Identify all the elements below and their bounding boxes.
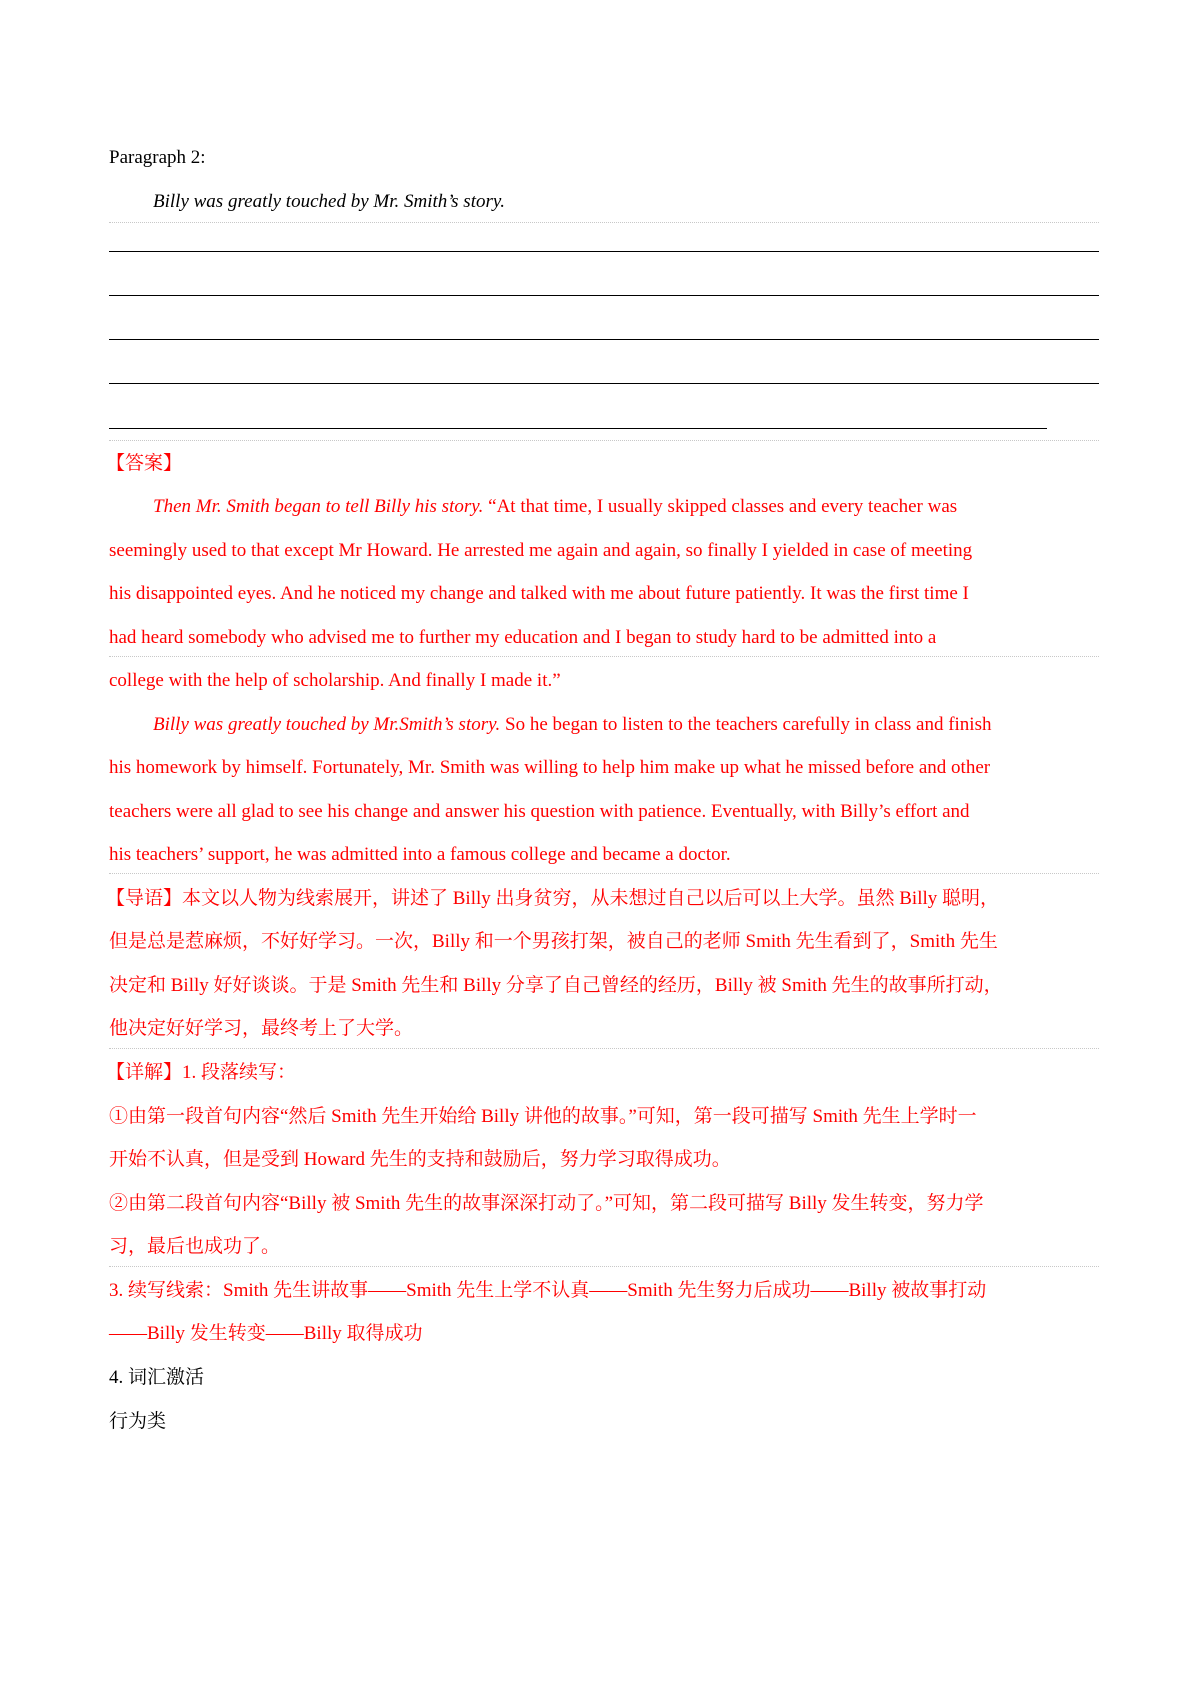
dotted-divider (109, 1266, 1099, 1267)
detail-line5: 习，最后也成功了。 (109, 1236, 281, 1257)
answer-p1-line3: his disappointed eyes. And he noticed my change and talked with me about future patiently. It was the first time I (109, 583, 969, 604)
detail-line2: ①由第一段首句内容“然后 Smith 先生开始给 Billy 讲他的故事。”可知，第一段可描写 Smith 先生上学时一 (109, 1106, 977, 1127)
dotted-divider (109, 656, 1099, 657)
answer-p2-line4: his teachers’ support, he was admitted into a famous college and became a doctor. (109, 844, 731, 865)
answer-p2-line1 (153, 713, 991, 737)
dotted-divider (109, 222, 1099, 223)
detail-line3: 开始不认真，但是受到 Howard 先生的支持和鼓励后，努力学习取得成功。 (109, 1149, 731, 1170)
writing-line-3[interactable] (109, 339, 1099, 340)
answer-p2-line2: his homework by himself. Fortunately, Mr. Smith was willing to help him make up what he missed before and other (109, 757, 991, 778)
writing-line-5[interactable] (109, 428, 1047, 429)
answer-p1-line1-rest: “At that time, I usually skipped classes and every teacher was (483, 496, 958, 517)
guide-line1: 【导语】本文以人物为线索展开，讲述了 Billy 出身贫穷，从未想过自己以后可以上大学。虽然 Billy 聪明， (106, 888, 1000, 909)
guide-line2: 但是总是惹麻烦，不好好学习。一次，Billy 和一个男孩打架，被自己的老师 Smith 先生看到了，Smith 先生 (109, 931, 998, 952)
answer-p1-line5: college with the help of scholarship. And finally I made it.” (109, 670, 561, 691)
answer-p1-italic-lead: Then Mr. Smith began to tell Billy his story. (153, 496, 484, 517)
answer-p1-line2: seemingly used to that except Mr Howard. He arrested me again and again, so finally I yielded in case of meeting (109, 540, 973, 561)
guide-line3: 决定和 Billy 好好谈谈。于是 Smith 先生和 Billy 分享了自己曾经的经历，Billy 被 Smith 先生的故事所打动， (109, 975, 1003, 996)
answer-p1-line1 (153, 495, 957, 519)
dotted-divider (109, 440, 1099, 441)
detail-line8: 4. 词汇激活 (109, 1367, 205, 1388)
answer-header: 【答案】 (106, 453, 183, 474)
detail-line1: 【详解】1. 段落续写： (106, 1062, 297, 1083)
prompt-sentence: Billy was greatly touched by Mr. Smith’s story. (153, 191, 506, 212)
writing-line-2[interactable] (109, 295, 1099, 296)
answer-p2-italic-lead: Billy was greatly touched by Mr.Smith’s story. (153, 714, 501, 735)
dotted-divider (109, 873, 1099, 874)
guide-line4: 他决定好好学习，最终考上了大学。 (109, 1018, 414, 1039)
answer-p2-line1-rest: So he began to listen to the teachers carefully in class and finish (500, 714, 992, 735)
detail-line4: ②由第二段首句内容“Billy 被 Smith 先生的故事深深打动了。”可知，第二段可描写 Billy 发生转变，努力学 (109, 1193, 984, 1214)
dotted-divider (109, 1048, 1099, 1049)
detail-line9: 行为类 (109, 1411, 167, 1432)
paragraph-label: Paragraph 2: (109, 147, 206, 168)
writing-line-1[interactable] (109, 251, 1099, 252)
answer-p2-line3: teachers were all glad to see his change and answer his question with patience. Eventually, with Billy’s effort and (109, 801, 970, 822)
detail-line6: 3. 续写线索：Smith 先生讲故事——Smith 先生上学不认真——Smith 先生努力后成功——Billy 被故事打动 (109, 1280, 987, 1301)
writing-line-4[interactable] (109, 383, 1099, 384)
answer-p1-line4: had heard somebody who advised me to further my education and I began to study hard to be admitted into a (109, 627, 937, 648)
detail-line7: ——Billy 发生转变——Billy 取得成功 (109, 1323, 423, 1344)
